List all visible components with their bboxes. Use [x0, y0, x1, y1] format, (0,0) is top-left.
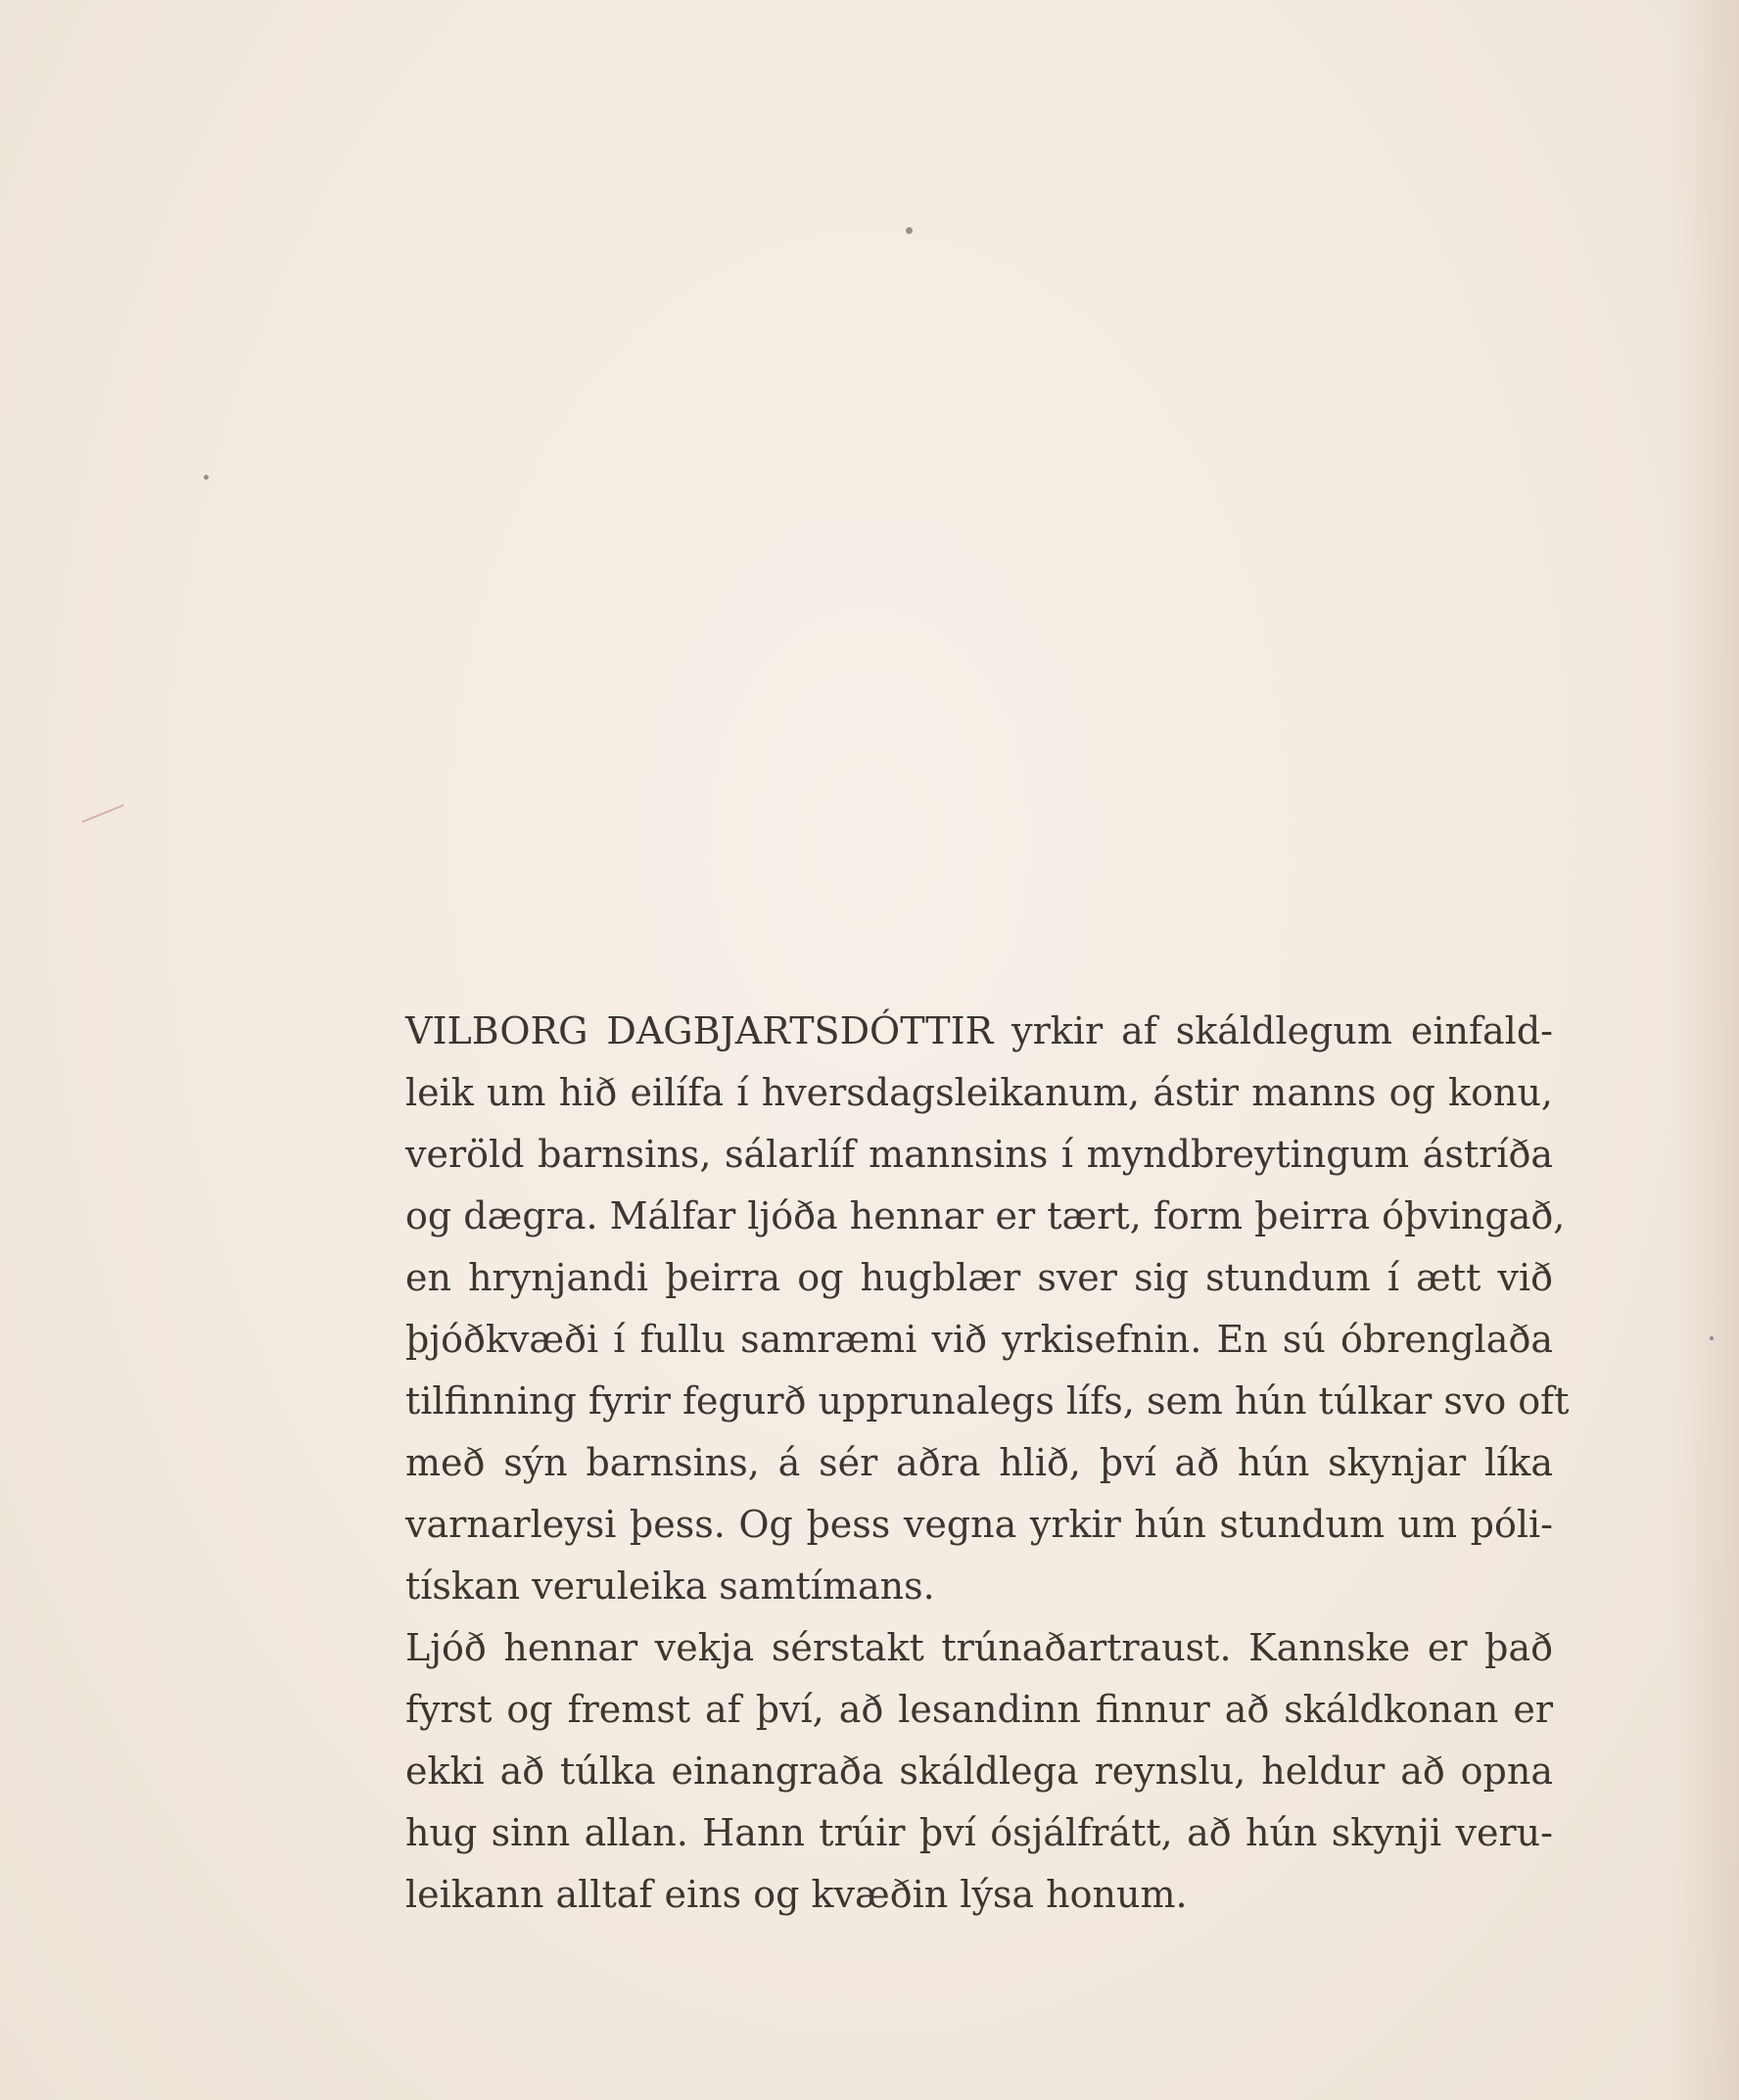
text-line: hug sinn allan. Hann trúir því ósjálfrátt, að hún skynji veru-: [405, 1811, 1553, 1854]
text-line: þjóðkvæði í fullu samræmi við yrkisefnin. En sú óbrenglaða: [405, 1318, 1553, 1361]
text-line: fyrst og fremst af því, að lesandinn finnur að skáldkonan er: [405, 1688, 1553, 1731]
text-line: VILBORG DAGBJARTSDÓTTIR yrkir af skáldlegum einfald-: [405, 1009, 1553, 1052]
text-line: ekki að túlka einangraða skáldlega reynslu, heldur að opna: [405, 1750, 1553, 1793]
text-line: leikann alltaf eins og kvæðin lýsa honum.: [405, 1873, 1188, 1916]
text-line: Ljóð hennar vekja sérstakt trúnaðartraust. Kannske er það: [405, 1626, 1553, 1669]
text-line: tískan veruleika samtímans.: [405, 1564, 935, 1608]
paper-mark: [81, 804, 123, 822]
text-line: veröld barnsins, sálarlíf mannsins í myndbreytingum ástríða: [405, 1133, 1553, 1176]
paragraph-2: [405, 1617, 1553, 1926]
text-line: en hrynjandi þeirra og hugblær sver sig stundum í ætt við: [405, 1256, 1553, 1299]
paper-speck: [906, 227, 913, 234]
text-line: með sýn barnsins, á sér aðra hlið, því að hún skynjar líka: [405, 1441, 1553, 1484]
paragraph-1: [405, 1001, 1570, 1617]
text-line: varnarleysi þess. Og þess vegna yrkir hún stundum um póli-: [405, 1503, 1553, 1546]
text-line: leik um hið eilífa í hversdagsleikanum, ástir manns og konu,: [405, 1071, 1553, 1114]
blurb-text: [405, 1001, 1570, 1926]
paper-speck: [1710, 1336, 1714, 1340]
text-line: og dægra. Málfar ljóða hennar er tært, form þeirra óþvingað,: [405, 1194, 1566, 1237]
paper-speck: [204, 475, 209, 480]
text-line: tilfinning fyrir fegurð upprunalegs lífs, sem hún túlkar svo oft: [405, 1379, 1570, 1423]
